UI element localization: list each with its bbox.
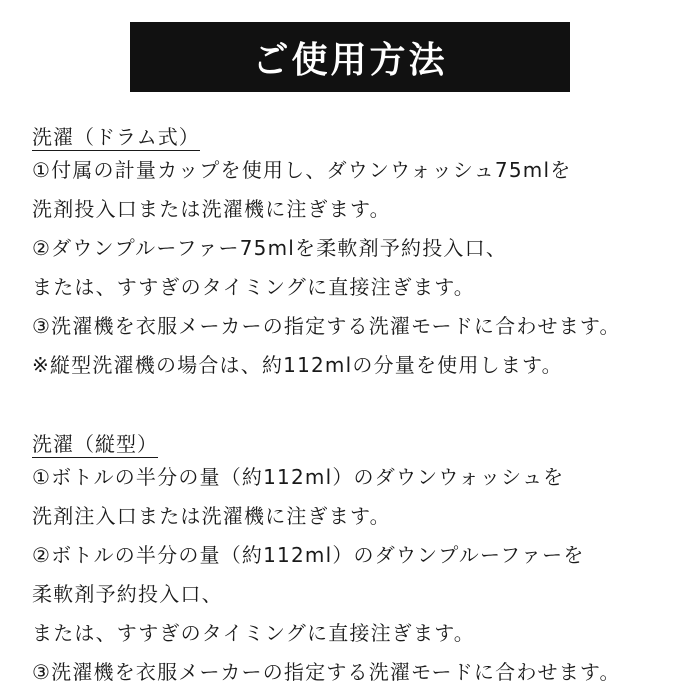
page-title: ご使用方法 (252, 39, 448, 81)
vertical-line-2: 洗剤注入口または洗濯機に注ぎます。 (32, 504, 391, 528)
drum-section (32, 118, 700, 385)
vertical-line-5: または、すすぎのタイミングに直接注ぎます。 (32, 621, 475, 645)
vertical-heading: 洗濯（縦型） (32, 425, 158, 458)
title-banner (130, 22, 570, 92)
vertical-line-3: ②ボトルの半分の量（約112ml）のダウンプルーファーを (32, 543, 585, 567)
drum-line-6: ※縦型洗濯機の場合は、約112mlの分量を使用します。 (32, 353, 563, 377)
vertical-line-4: 柔軟剤予約投入口、 (32, 582, 223, 606)
drum-heading: 洗濯（ドラム式） (32, 118, 200, 151)
vertical-line-1: ①ボトルの半分の量（約112ml）のダウンウォッシュを (32, 465, 565, 489)
drum-line-3: ②ダウンプルーファー75mlを柔軟剤予約投入口、 (32, 236, 508, 260)
drum-line-5: ③洗濯機を衣服メーカーの指定する洗濯モードに合わせます。 (32, 314, 621, 338)
drum-line-4: または、すすぎのタイミングに直接注ぎます。 (32, 275, 475, 299)
vertical-line-6: ③洗濯機を衣服メーカーの指定する洗濯モードに合わせます。 (32, 660, 621, 684)
drum-line-2: 洗剤投入口または洗濯機に注ぎます。 (32, 197, 391, 221)
vertical-section (32, 425, 700, 692)
drum-line-1: ①付属の計量カップを使用し、ダウンウォッシュ75mlを (32, 158, 572, 182)
